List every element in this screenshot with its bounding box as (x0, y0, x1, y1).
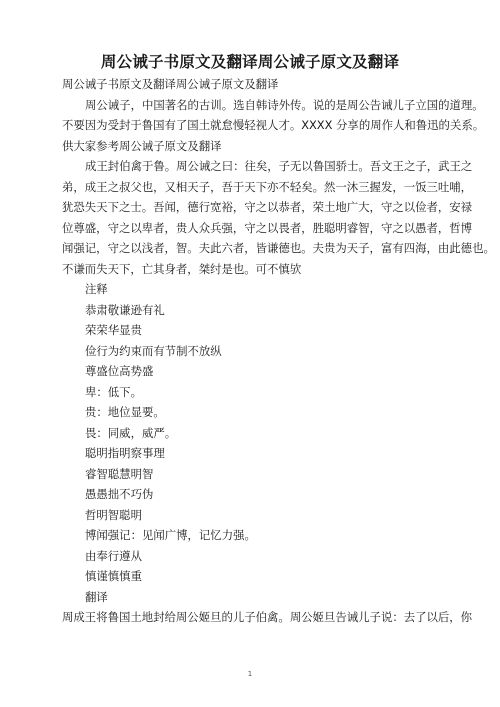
original-text-line: 犹恐失天下之士。吾闻，德行宽裕，守之以恭者，荣土地广大，守之以俭者，安禄 (62, 200, 473, 214)
original-text-line: 弟，成王之叔父也，又相天子，吾于天下亦不轻矣。然一沐三握发，一饭三吐哺， (62, 179, 473, 194)
note-item: 尊盛位高势盛 (85, 364, 154, 378)
original-text-line: 闻强记，守之以浅者，智。夫此六者，皆谦德也。夫贵为天子，富有四海，由此德也。 (62, 241, 495, 255)
intro-paragraph-line: 供大家参考周公诫子原文及翻译 (62, 138, 222, 153)
note-item: 慎谨慎慎重 (85, 569, 142, 583)
intro-paragraph-line: 不要因为受封于鲁国有了国土就怠慢轻视人才。XXXX 分享的周作人和鲁迅的关系。 (62, 118, 485, 132)
note-item: 贵：地位显要。 (85, 405, 165, 419)
note-item: 愚愚拙不巧伪 (85, 487, 154, 501)
translation-line: 周成王将鲁国土地封给周公姬旦的儿子伯禽。周公姬旦告诫儿子说：去了以后，你 (62, 610, 473, 624)
original-text-line: 位尊盛，守之以卑者，贵人众兵强，守之以畏者，胜聪明睿智，守之以愚者，哲博 (62, 220, 473, 235)
note-item: 哲明智聪明 (85, 507, 142, 522)
notes-heading: 注释 (85, 282, 108, 296)
note-item: 恭肃敬谦逊有礼 (85, 302, 165, 317)
translation-heading: 翻译 (85, 589, 108, 604)
note-item: 由奉行遵从 (85, 548, 142, 563)
original-text-line: 成王封伯禽于鲁。周公诫之曰：往矣，子无以鲁国骄士。吾文王之子，武王之 (85, 159, 473, 173)
intro-paragraph-line: 周公诫子，中国著名的古训。选自韩诗外传。说的是周公告诫儿子立国的道理。 (85, 97, 484, 112)
note-item: 聪明指明察事理 (85, 446, 165, 460)
note-item: 畏：同威，威严。 (85, 425, 177, 440)
original-text-line: 不谦而失天下，亡其身者，桀纣是也。可不慎欤 (62, 261, 302, 276)
note-item: 博闻强记：见闻广博，记忆力强。 (85, 528, 256, 542)
document-body (62, 74, 495, 628)
subtitle-line: 周公诫子书原文及翻译周公诫子原文及翻译 (62, 77, 279, 91)
note-item: 俭行为约束而有节制不放纵 (85, 343, 222, 358)
note-item: 荣荣华显贵 (85, 323, 142, 337)
document-title: 周公诫子书原文及翻译周公诫子原文及翻译 (100, 53, 400, 71)
note-item: 睿智聪慧明智 (85, 466, 154, 481)
page-number: 1 (247, 670, 253, 678)
note-item: 卑：低下。 (85, 384, 142, 399)
